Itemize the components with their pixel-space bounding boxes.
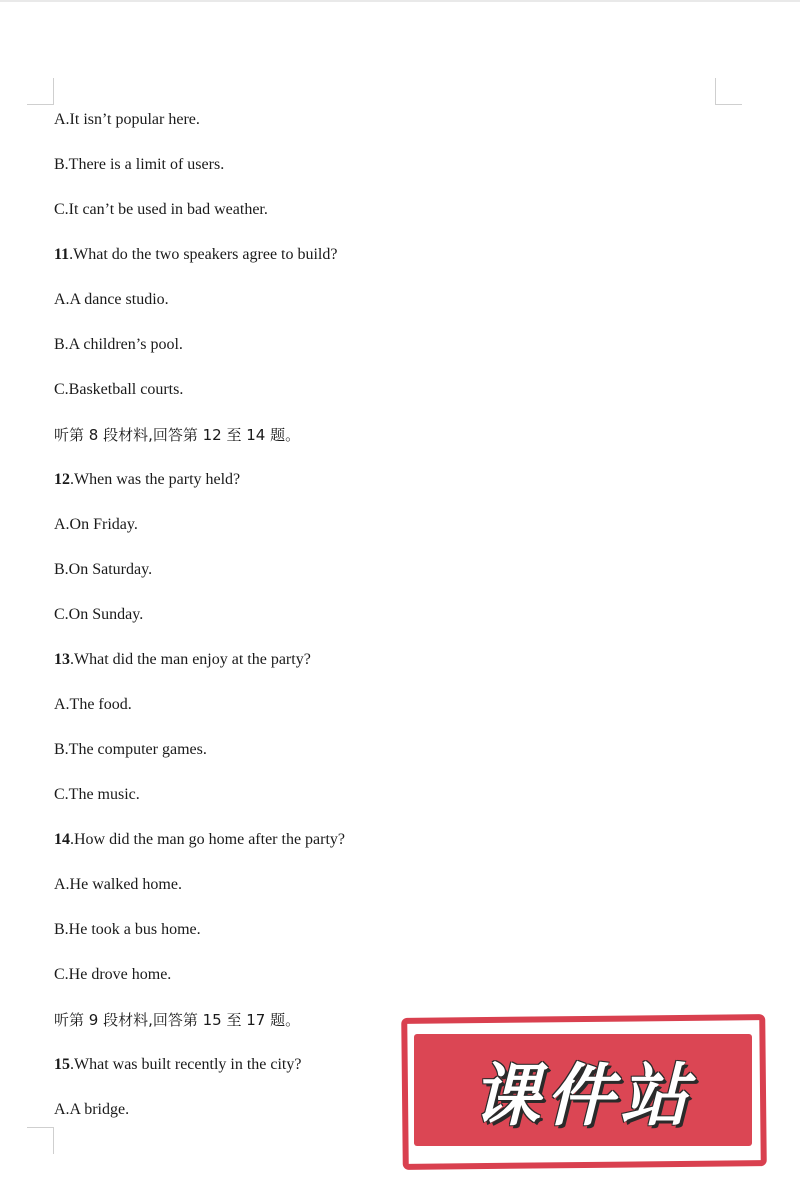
question-text: .When was the party held? xyxy=(70,471,241,488)
watermark-text: 课件站 xyxy=(471,1056,694,1136)
crop-mark-top-left xyxy=(27,78,54,105)
question-line xyxy=(54,825,754,870)
crop-mark-top-right xyxy=(715,78,742,105)
answer-option: A.He walked home. xyxy=(54,876,182,893)
answer-option: A.A dance studio. xyxy=(54,291,169,308)
question-text: .What did the man enjoy at the party? xyxy=(70,651,311,668)
answer-option: A.It isn’t popular here. xyxy=(54,111,200,128)
question-line xyxy=(54,645,754,690)
answer-option: B.A children’s pool. xyxy=(54,336,183,353)
question-number: 14 xyxy=(54,831,70,848)
question-text: .What was built recently in the city? xyxy=(70,1056,302,1073)
question-line xyxy=(54,465,754,510)
question-text: .How did the man go home after the party? xyxy=(70,831,346,848)
answer-option: B.The computer games. xyxy=(54,741,207,758)
answer-option: B.There is a limit of users. xyxy=(54,156,225,173)
section-instruction: 听第 8 段材料,回答第 12 至 14 题。 xyxy=(54,426,301,444)
answer-option: C.It can’t be used in bad weather. xyxy=(54,201,268,218)
document-body xyxy=(54,105,754,1140)
crop-mark-bottom-left xyxy=(27,1127,54,1154)
answer-option: C.He drove home. xyxy=(54,966,172,983)
question-number: 15 xyxy=(54,1056,70,1073)
question-number: 11 xyxy=(54,246,70,263)
answer-option: C.The music. xyxy=(54,786,140,803)
question-number: 12 xyxy=(54,471,70,488)
answer-option: B.He took a bus home. xyxy=(54,921,201,938)
answer-option: B.On Saturday. xyxy=(54,561,153,578)
answer-option: A.The food. xyxy=(54,696,132,713)
watermark-stamp xyxy=(402,1016,766,1168)
question-number: 13 xyxy=(54,651,70,668)
question-text: .What do the two speakers agree to build? xyxy=(69,246,338,263)
section-instruction: 听第 9 段材料,回答第 15 至 17 题。 xyxy=(54,1011,301,1029)
page-top-edge xyxy=(0,0,800,2)
answer-option: C.On Sunday. xyxy=(54,606,144,623)
answer-option: A.A bridge. xyxy=(54,1101,130,1118)
answer-option: C.Basketball courts. xyxy=(54,381,184,398)
answer-option: A.On Friday. xyxy=(54,516,138,533)
question-line xyxy=(54,240,754,285)
